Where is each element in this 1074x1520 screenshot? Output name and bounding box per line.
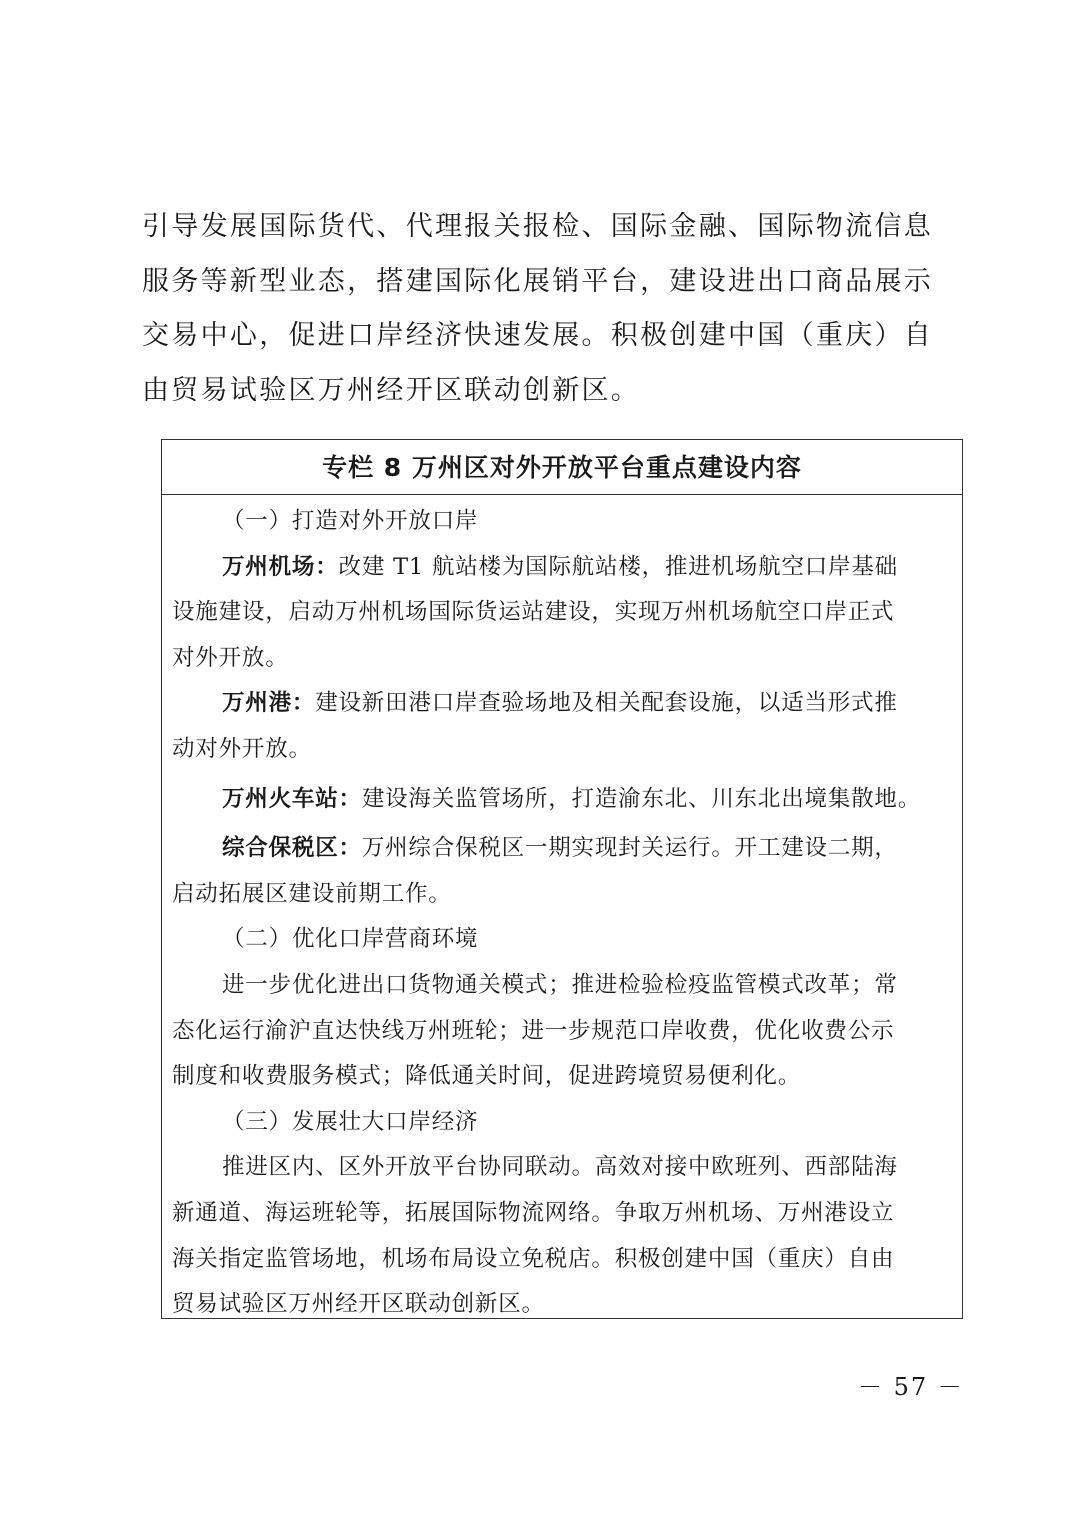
airport-text: 改建 T1 航站楼为国际航站楼，推进机场航空口岸基础 (338, 553, 898, 580)
s3-line: 海关指定监管场地，机场布局设立免税店。积极创建中国（重庆）自由 (172, 1245, 895, 1272)
section-heading-1: （一）打造对外开放口岸 (222, 508, 479, 534)
special-column-box (161, 439, 963, 1319)
airport-line (172, 545, 954, 591)
station-text: 建设海关监管场所，打造渝东北、川东北出境集散地。 (361, 785, 922, 812)
box-title: 专栏 8 万州区对外开放平台重点建设内容 (162, 440, 962, 495)
bonded-line (172, 826, 954, 872)
s2-line: 制度和收费服务模式；降低通关时间，促进跨境贸易便利化。 (172, 1063, 802, 1090)
station-line (172, 777, 954, 823)
intro-line: 由贸易试验区万州经开区联动创新区。 (142, 374, 641, 406)
s3-line: 推进区内、区外开放平台协同联动。高效对接中欧班列、西部陆海 (222, 1154, 898, 1181)
bonded-text: 万州综合保税区一期实现封关运行。开工建设二期， (361, 835, 898, 862)
s2-line: 态化运行渝沪直达快线万州班轮；进一步规范口岸收费，优化收费公示 (172, 1017, 895, 1044)
section-heading-3: （三）发展壮大口岸经济 (222, 1108, 479, 1135)
bonded-cont-line: 启动拓展区建设前期工作。 (172, 880, 452, 907)
intro-line: 服务等新型业态，搭建国际化展销平台，建设进出口商品展示 (142, 265, 934, 297)
intro-line: 引导发展国际货代、代理报关报检、国际金融、国际物流信息 (142, 211, 934, 242)
s3-line: 贸易试验区万州经开区联动创新区。 (172, 1291, 545, 1318)
section-heading-2: （二）优化口岸营商环境 (222, 926, 479, 953)
port-line (172, 681, 954, 727)
port-text: 建设新田港口岸查验场地及相关配套设施，以适当形式推 (315, 690, 898, 717)
intro-paragraph (142, 200, 932, 418)
s3-line: 新通道、海运班轮等，拓展国际物流网络。争取万州机场、万州港设立 (172, 1199, 895, 1226)
airport-label: 万州机场： (222, 553, 339, 580)
airport-cont-line: 设施建设，启动万州机场国际货运站建设，实现万州机场航空口岸正式 (172, 599, 895, 626)
airport-cont-line: 对外开放。 (172, 644, 289, 671)
bonded-label: 综合保税区： (222, 835, 362, 862)
page-number: － 57 － (858, 1373, 964, 1401)
port-label: 万州港： (222, 690, 316, 717)
intro-line: 交易中心，促进口岸经济快速发展。积极创建中国（重庆）自 (142, 320, 934, 352)
port-cont-line: 动对外开放。 (172, 735, 312, 762)
box-body (162, 499, 962, 1328)
s2-line: 进一步优化进出口货物通关模式；推进检验检疫监管模式改革；常 (222, 971, 898, 998)
station-label: 万州火车站： (222, 785, 362, 812)
